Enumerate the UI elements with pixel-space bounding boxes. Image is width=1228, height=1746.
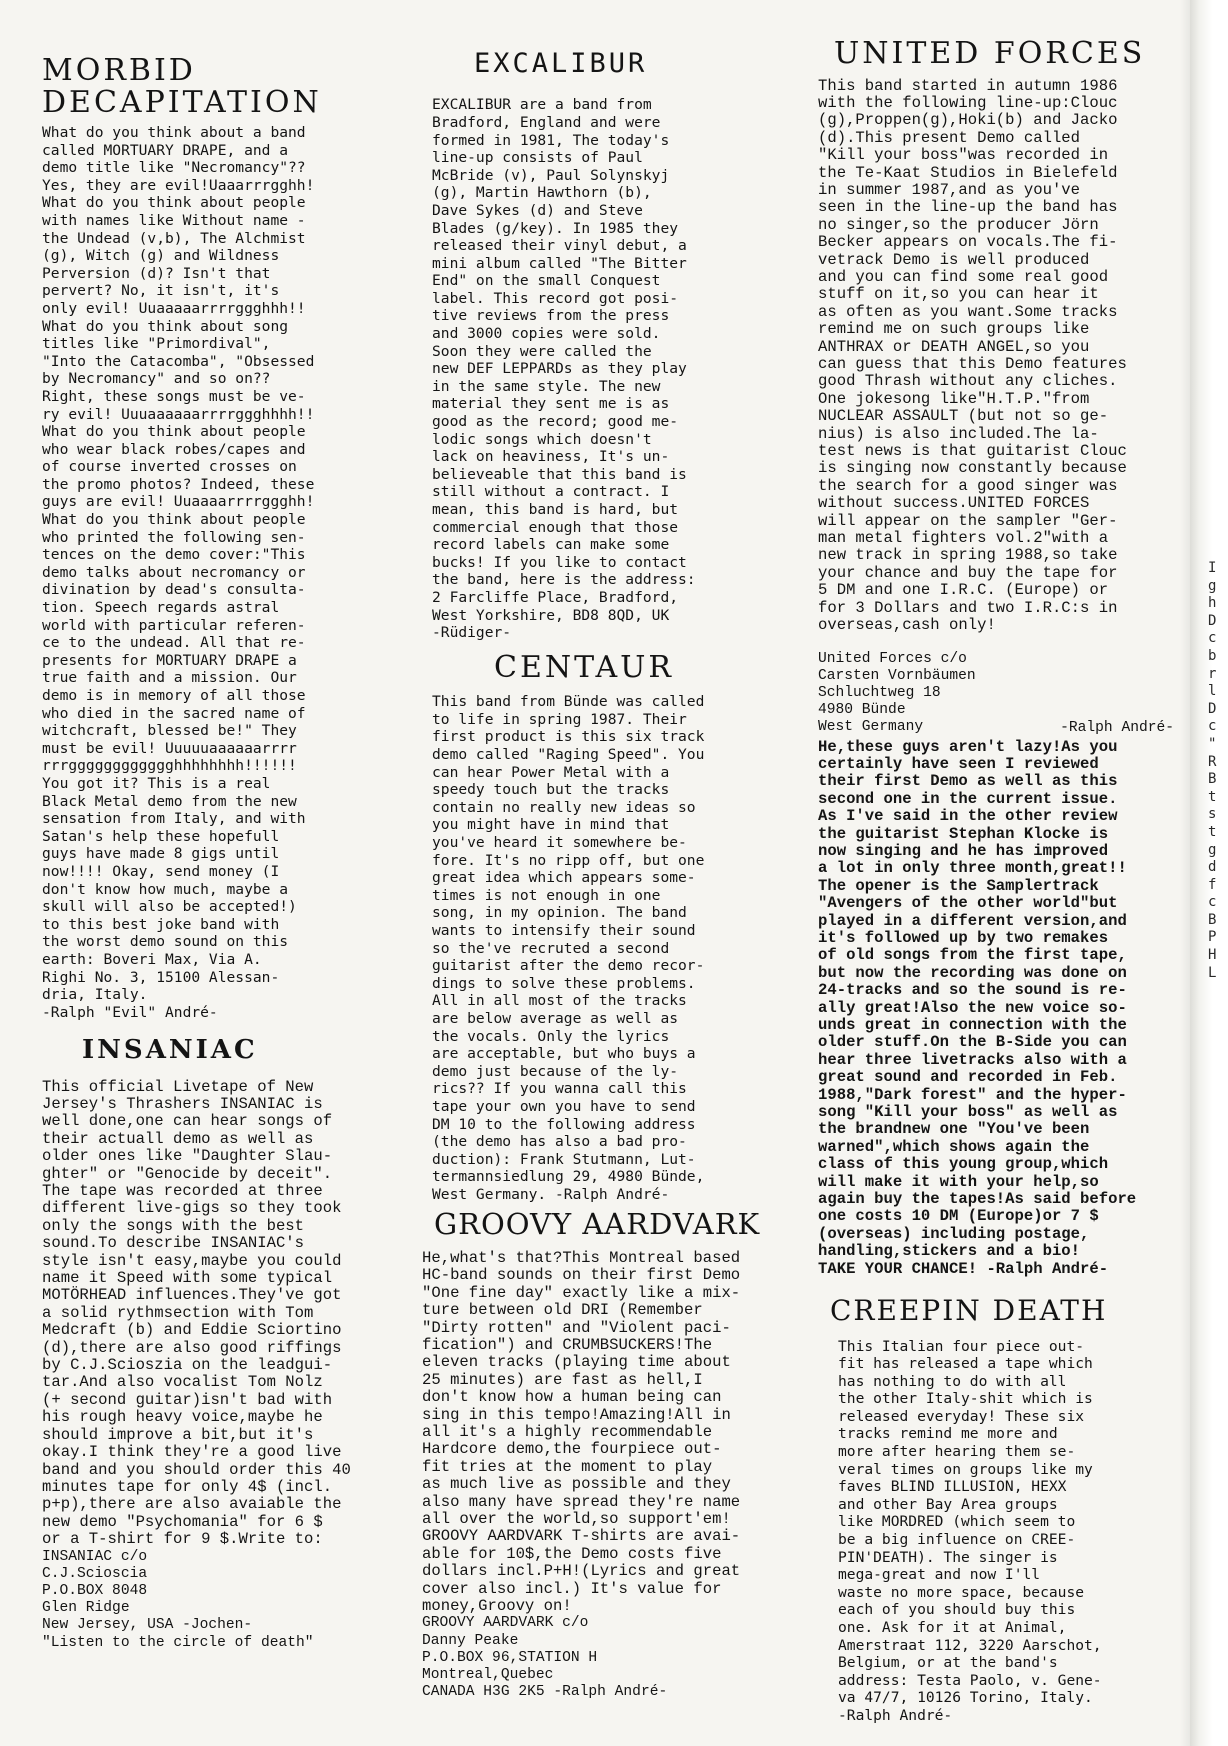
article-body: He,what's that?This Montreal based HC-band sounds on their first Demo "One fine day" exactly like a mix- ture between old DRI (Remember "Dirty rotten" and "Violent paci- fication") and CRUMBSUCKERS!The eleven tracks (playing time about 25 minutes) are fast as hell,I don't know how a human being can sing in this tempo!Amazing!All in all it's a highly recommendable Hardcore demo,the fourpiece out- fit tries at the moment to play as much live as possible and they also many have spread they're name all over the world,so support'em! GROOVY AARDVARK T-shirts are avai- able for 10$,the Demo costs five dollars incl.P+H!(Lyrics and great cover also incl.) It's value for money,Groovy on! <box>422 1248 741 1616</box>
article-body: This Italian four piece out- fit has released a tape which has nothing to do with all the other Italy-shit which is released everyday! These six tracks remind me more and more after hearing them se- veral times on groups like my faves BLIND ILLUSION, HEXX and other Bay Area groups like MORDRED (which seem to be a big influence on CREE- PIN'DEATH). The singer is mega-great and now I'll waste no more space, because each of you should buy this one. Ask for it at Animal, Amerstraat 112, 3220 Aarschot, Belgium, or at the band's address: Testa Paolo, v. Gene- va 47/7, 10126 Torino, Italy. -Ralph André- <box>838 1337 1102 1724</box>
contact-address: United Forces c/o Carsten Vornbäumen Schluchtweg 18 4980 Bünde West Germany <box>818 650 976 736</box>
article-body: This band started in autumn 1986 with the following line-up:Clouc (g),Proppen(g),Hoki(b) and Jacko (d).This present Demo called "Kill your boss"was recorded in the Te-Kaat Studios in Bielefeld in summer 1987,and as you've seen in the line-up the band has no singer,so the producer Jörn Becker appears on vocals.The fi- vetrack Demo is well produced and you can find some real good stuff on it,so you can hear it as often as you want.Some tracks remind me on such groups like ANTHRAX or DEATH ANGEL,so you can guess that this Demo features good Thrash without any cliches. One jokesong like"H.T.P."from NUCLEAR ASSAULT (but not so ge- nius) is also included.The la- test news is that guitarist Clouc is singing now constantly because the search for a good singer was without success.UNITED FORCES will appear on the sampler "Ger- man metal fighters vol.2"with a new track in spring 1988,so take your chance and buy the tape for 5 DM and one I.R.C. (Europe) or for 3 Dollars and two I.R.C:s in overseas,cash only! <box>818 76 1127 635</box>
article-body: This official Livetape of New Jersey's Thrashers INSANIAC is well done,one can hear songs of their actuall demo as well as older ones like "Daughter Slau- ghter" or "Genocide by deceit". The tape was recorded at three different live-gigs so they took only the songs with the best sound.To describe INSANIAC's style isn't easy,maybe you could name it Speed with some typical MOTÖRHEAD influences.They've got a solid rythmsection with Tom Medcraft (b) and Eddie Sciortino (d),there are also good riffings by C.J.Scioszia on the leadgui- tar.And also vocalist Tom Nolz (+ second guitar)isn't bad with his rough heavy voice,maybe he should improve a bit,but it's okay.I think they're a good live band and you should order this 40 minutes tape for only 4$ (incl. p+p),there are also avaiable the new demo "Psychomania" for 6 $ or a T-shirt for 9 $.Write to: <box>42 1077 351 1549</box>
title-line-1: MORBID <box>42 53 196 88</box>
article-body: This band from Bünde was called to life in spring 1987. Their first product is this six track demo called "Raging Speed". You can hear Power Metal with a speedy touch but the tracks contain no really new ideas so you might have in mind that you've heard it somewhere be- fore. It's no ripp off, but one great idea which appears some- times is not enough in one song, in my opinion. The band wants to intensify their sound so the've recruted a second guitarist after the demo recor- dings to solve these problems. All in all most of the tracks are below average as well as the vocals. Only the lyrics are acceptable, but who buys a demo just because of the ly- rics?? If you wanna call this tape your own you have to send DM 10 to the following address (the demo has also a bad pro- duction): Frank Stutmann, Lut- termannsiedlung 29, 4980 Bünde, West Germany. -Ralph André- <box>432 693 705 1203</box>
next-page-cutoff-text: I g h D c b r l D c " R B t s t g d f c B P H L <box>1208 560 1217 981</box>
article-title <box>42 55 387 118</box>
article-title: GROOVY AARDVARK <box>434 1207 761 1242</box>
article-groovy-aardvark <box>422 1209 782 1701</box>
title-line-2: DECAPITATION <box>42 84 322 120</box>
article-title: CENTAUR <box>494 649 675 685</box>
article-title: UNITED FORCES <box>834 36 1146 71</box>
article-morbid-decapitation <box>42 55 387 1021</box>
column-right <box>818 38 1180 1725</box>
article-signature: -Ralph "Evil" André- <box>42 1003 218 1021</box>
contact-address: GROOVY AARDVARK c/o Danny Peake P.O.BOX 96,STATION H Montreal,Quebec CANADA H3G 2K5 -Ralph André- <box>422 1615 668 1701</box>
column-middle <box>422 48 782 1701</box>
article-title: INSANIAC <box>82 1035 258 1066</box>
article-excalibur <box>432 50 782 642</box>
article-insaniac <box>42 1037 387 1651</box>
article-title: EXCALIBUR <box>474 48 648 79</box>
column-left <box>42 55 387 1652</box>
article-body: What do you think about a band called MORTUARY DRAPE, and a demo title like "Necromancy"?? Yes, they are evil!Uaaarrrgghh! What do you think about people with names like Without name - the Undead (v,b), The Alchmist (g), Witch (g) and Wildness Perversion (d)? Isn't that pervert? No, it isn't, it's only evil! Uuaaaaarrrrggghhh!! What do you think about song titles like "Primordival", "Into the Catacomba", "Obsessed by Necromancy" and so on?? Right, these songs must be ve- ry evil! Uuuaaaaaarrrrggghhhh!! What do you think about people who wear black robes/capes and of course inverted crosses on the promo photos? Indeed, these guys are evil! Uuaaaarrrrggghh! What do you think about people who printed the following sen- tences on the demo cover:"This demo talks about necromancy or divination by dead's consulta- tion. Speech regards astral world with particular referen- ce to the undead. All that re- presents for MORTUARY DRAPE a true faith and a mission. Our demo is in memory of all those who died in the sacred name of witchcraft, blessed be!" They must be evil! Uuuuuaaaaaarrrr rrrgggggggggggghhhhhhhh!!!!!! You got it? This is a real Black Metal demo from the new sensation from Italy, and with Satan's help these hopefull guys have made 8 gigs until now!!!! Okay, send money (I don't know how much, maybe a skull will also be accepted!) to this best joke band with the worst demo sound on this earth: Boveri Max, Via A. Righi No. 3, 15100 Alessan- dria, Italy. <box>42 124 315 1004</box>
article-centaur <box>432 649 782 1204</box>
second-review-body: He,these guys aren't lazy!As you certainly have seen I reviewed their first Demo as well as this second one in the current issue. As I've said in the other review the guitarist Stephan Klocke is now singing and he has improved a lot in only three month,great!! The opener is the Samplertrack "Avengers of the other world"but played in a different version,and it's followed up by two remakes of old songs from the first tape, but now the recording was done on 24-tracks and so the sound is re- ally great!Also the new voice so- unds great in connection with the older stuff.On the B-Side you can hear three livetracks also with a great sound and recorded in Feb. 1988,"Dark forest" and the hyper- song "Kill your boss" as well as the brandnew one "You've been warned",which shows again the class of this young group,which will make it with your help,so again buy the tapes!As said before one costs 10 DM (Europe)or 7 $ (overseas) including postage, handling,stickers and a bio! TAKE YOUR CHANCE! -Ralph André- <box>818 737 1137 1278</box>
article-body: EXCALIBUR are a band from Bradford, England and were formed in 1981, The today's line-up consists of Paul McBride (v), Paul Solynskyj (g), Martin Hawthorn (b), Dave Sykes (d) and Steve Blades (g/key). In 1985 they released their vinyl debut, a mini album called "The Bitter End" on the small Conquest label. This record got posi- tive reviews from the press and 3000 copies were sold. Soon they were called the new DEF LEPPARDs as they play in the same style. The new material they sent me is as good as the record; good me- lodic songs which doesn't lack on heaviness, It's un- believeable that this band is still without a contract. I mean, this band is hard, but commercial enough that those record labels can make some bucks! If you like to contact the band, here is the address: 2 Farcliffe Place, Bradford, West Yorkshire, BD8 8QD, UK -Rüdiger- <box>432 96 696 642</box>
article-signature: -Ralph André- <box>1060 719 1174 736</box>
article-creepin-death <box>830 1294 1180 1724</box>
article-united-forces <box>818 38 1180 1278</box>
article-title: CREEPIN DEATH <box>830 1294 1108 1328</box>
contact-address: INSANIAC c/o C.J.Scioscia P.O.BOX 8048 Glen Ridge New Jersey, USA -Jochen- "Listen to the circle of death" <box>42 1548 314 1651</box>
